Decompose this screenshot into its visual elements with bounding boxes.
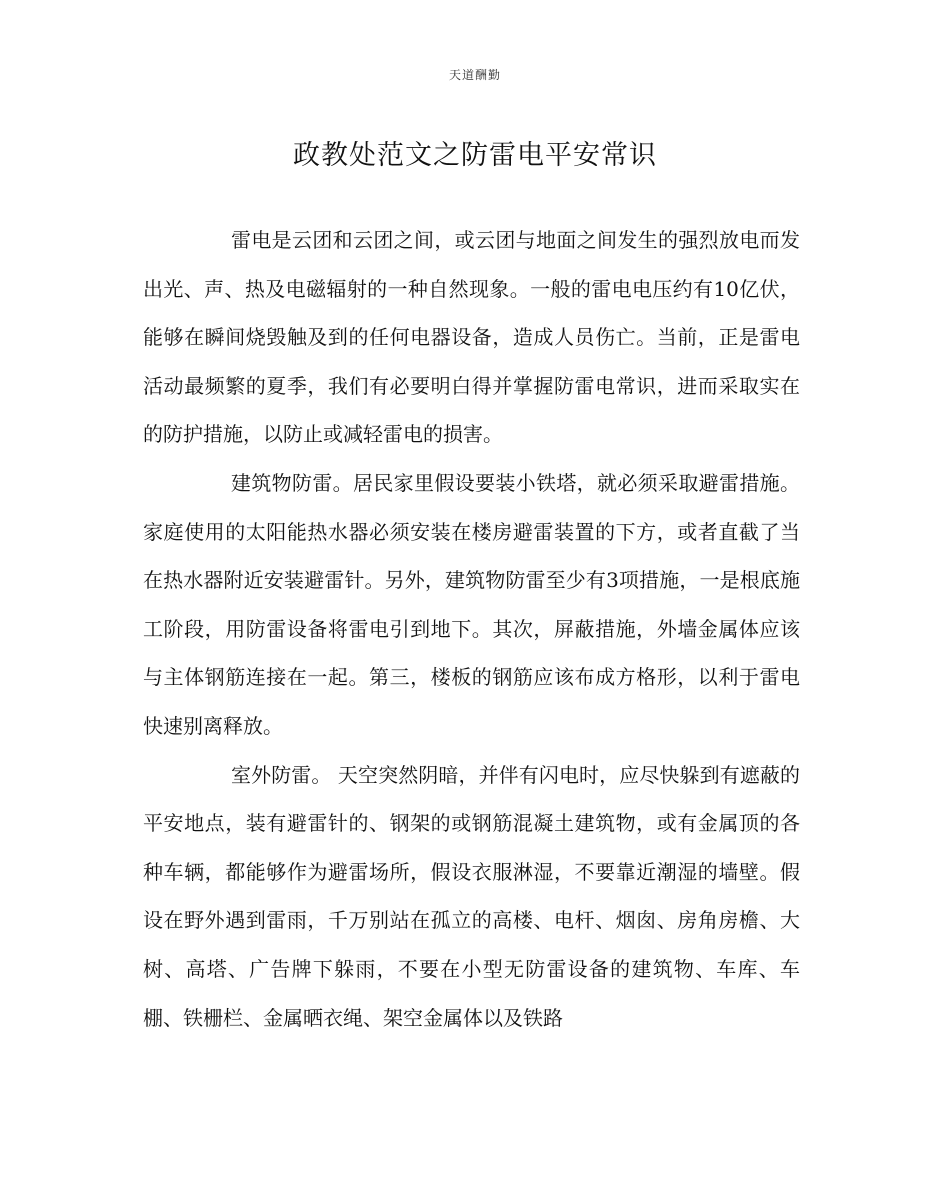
document-body [143, 216, 800, 1042]
paragraph-lightning-intro: 雷电是云团和云团之间，或云团与地面之间发生的强烈放电而发出光、声、热及电磁辐射的一种自然现象。一般的雷电电压约有10亿伏，能够在瞬间烧毁触及到的任何电器设备，造成人员伤亡。当前，正是雷电活动最频繁的夏季，我们有必要明白得并掌握防雷电常识，进而采取实在的防护措施，以防止或减轻雷电的损害。 [143, 228, 800, 447]
document-title: 政教处范文之防雷电平安常识 [293, 140, 657, 171]
paragraph-building-protection: 建筑物防雷。居民家里假设要装小铁塔，就必须采取避雷措施。家庭使用的太阳能热水器必须安装在楼房避雷装置的下方，或者直截了当在热水器附近安装避雷针。另外，建筑物防雷至少有3项措施，一是根底施工阶段，用防雷设备将雷电引到地下。其次，屏蔽措施，外墙金属体应该与主体钢筋连接在一起。第三，楼板的钢筋应该布成方格形，以利于雷电快速别离释放。 [143, 470, 800, 738]
paragraph-outdoor-protection: 室外防雷。 天空突然阴暗，并伴有闪电时，应尽快躲到有遮蔽的平安地点，装有避雷针的、钢架的或钢筋混凝土建筑物，或有金属顶的各种车辆，都能够作为避雷场所，假设衣服淋湿，不要靠近潮湿的墙壁。假设在野外遇到雷雨，千万别站在孤立的高楼、电杆、烟囱、房角房檐、大树、高塔、广告牌下躲雨，不要在小型无防雷设备的建筑物、车库、车棚、铁栅栏、金属晒衣绳、架空金属体以及铁路 [143, 762, 800, 1030]
page-header: 天道酬勤 [448, 68, 501, 82]
